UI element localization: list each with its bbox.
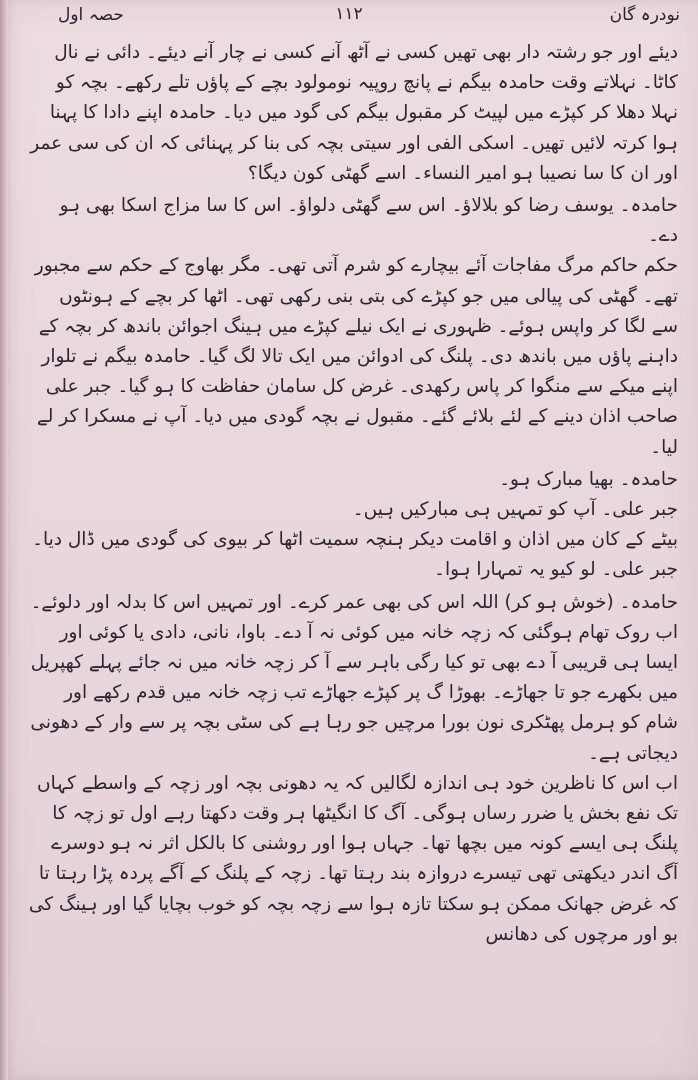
page-body-text: [28, 38, 678, 1070]
page-number: ۱۱۲: [335, 4, 363, 24]
paragraph: اب روک تھام ہوگئی کہ زچہ خانہ میں کوئی نہ آ دے۔ باوا، نانی، دادی یا کوئی اور ایسا ہی قریبی آ دے بھی تو کیا رگی باہر سے آ کر زچہ خانہ میں نہ جائے پہلے کھپریل میں بکھرے جو تا جھاڑے۔ بھوڑا گ پر کپڑے جھاڑے تب زچہ خانہ میں قدم رکھے اور شام کو ہرمل پھٹکری نون بورا مرچیں جو رہا ہے کی سٹی بچہ پر سے وار کے دھونی دیجاتی ہے۔: [30, 621, 678, 764]
paragraph: بیٹے کے کان میں اذان و اقامت دیکر ہنچہ سمیت اٹھا کر بیوی کی گودی میں ڈال دیا۔: [32, 529, 678, 551]
binding-edge: [0, 0, 8, 1080]
paragraph: حامدہ۔ (خوش ہو کر) اللہ اس کی بھی عمر کرے۔ اور تمہیں اس کا بدلہ اور دلوئے۔: [30, 591, 678, 613]
paragraph: جبر علی۔ آپ کو تمہیں ہی مبارکیں ہیں۔: [352, 499, 678, 521]
paragraph: اب اس کا ناظرین خود ہی اندازہ لگالیں کہ یہ دھونی بچہ اور زچہ کے واسطے کہاں تک نفع بخش یا ضرر رساں ہوگی۔ آگ کا انگیٹھا ہر وقت دکھتا رہے اول تو زچہ کا پلنگ ہی ایسے کونہ میں بچھا تھا۔ جہاں ہوا اور روشنی کا بالکل اثر نہ ہو دوسرے آگ اندر دیکھتی تھی تیسرے دروازہ بند رہتا تھا۔ زچہ کے پلنگ کے آگے پردہ پڑا رہتا تا کہ غرض جھانک ممکن ہو سکتا تازہ ہوا سے زچہ بچہ کو خوب بچایا گیا اور ہینگ کی بو اور مرچوں کی دھانس: [28, 772, 678, 945]
section-label: حصہ اول: [58, 5, 124, 25]
paragraph: حکم حاکم مرگ مفاجات آئے بیچارے کو شرم آتی تھی۔ مگر بھاوج کے حکم سے مجبور تھے۔ گھٹی کی پیالی میں جو کپڑے کی بتی بنی رکھی تھی۔ اٹھا کر بچے کے ہونٹوں سے لگا کر واپس ہوئے۔ ظہوری نے ایک نیلے کپڑے میں ہینگ اجوائن باندھ کر بچہ کے داہنے پاؤں میں باندھ دی۔ پلنگ کی ادوائن میں ایک تالا لگ گیا۔ حامدہ بیگم نے تلوار اپنے میکے سے منگوا کر پاس رکھدی۔ غرض کل سامان حفاظت کا ہو گیا۔ جبر علی صاحب اذان دینے کے لئے بلائے گئے۔ مقبول نے بچہ گودی میں دیا۔ آپ نے مسکرا کر لے لیا۔: [34, 255, 678, 458]
paragraph: جبر علی۔ لو کیو یہ تمہارا ہوا۔: [434, 559, 678, 581]
paragraph: حامدہ۔ بھیا مبارک ہو۔: [499, 468, 678, 490]
page-header: [18, 4, 680, 30]
book-title: نودرہ گان: [609, 5, 680, 25]
paragraph: حامدہ۔ یوسف رضا کو بلالاؤ۔ اس سے گھٹی دلواؤ۔ اس کا سا مزاج اسکا بھی ہو دے۔: [59, 195, 678, 247]
paragraph: دیئے اور جو رشتہ دار بھی تھیں کسی نے آٹھ آنے کسی نے چار آنے دیئے۔ دائی نے نال کاٹا۔ نہلاتے وقت حامدہ بیگم نے پانچ روپیہ نومولود بچے کے پاؤں تلے رکھے۔ بچہ کو نہلا دھلا کر کپڑے میں لپیٹ کر مقبول بیگم کی گود میں دیا۔ حامدہ اپنے دادا کا پہنا ہوا کرتہ لائیں تھیں۔ اسکی الفی اور سیتی بچہ کی بنا کر پہنائی کہ ان کی سی عمر اور ان کا سا نصیبا ہو امیر النساء۔ اسے گھٹی کون دیگا؟: [30, 42, 678, 184]
